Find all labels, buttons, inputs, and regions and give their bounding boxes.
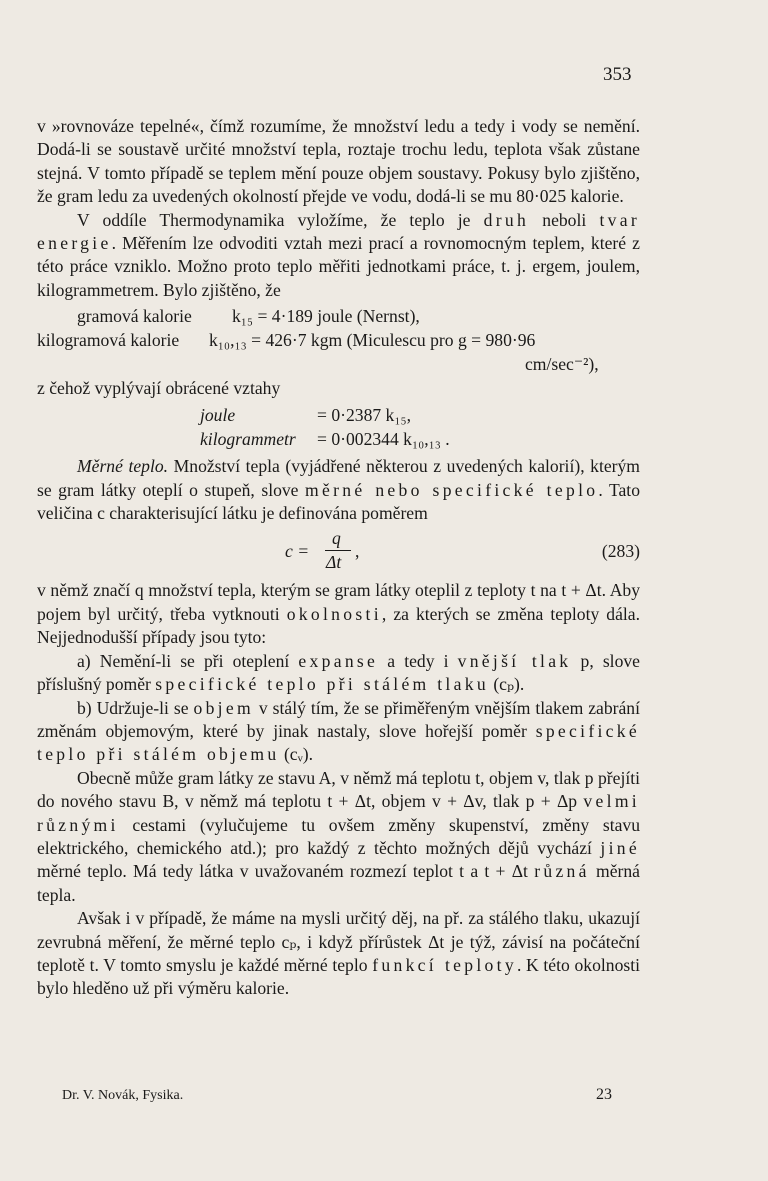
text: (cᵥ). <box>283 744 314 765</box>
text: V oddíle Thermodynamika vyložíme, že teplo je <box>77 209 471 230</box>
formula-numerator: q <box>332 528 341 549</box>
spaced-term: funkcí teploty <box>372 954 517 975</box>
paragraph-merne-teplo <box>37 455 640 525</box>
paragraph-avsak <box>37 907 640 1001</box>
text: . K této okolnosti bylo hleděno už při výměru kalorie. <box>37 954 640 999</box>
paragraph-case-a <box>37 650 640 697</box>
equation-value: k₁₅ = 4·189 joule (Nernst), <box>232 306 420 327</box>
spaced-term: velmi různými <box>37 791 640 835</box>
text: Avšak i v případě, že máme na mysli určitý děj, na př. za stálého tlaku, ukazují zevrubná měření, že měrné teplo cₚ, i když přírůstek Δt je týž, závisí na počáteční teplotě t. V tomto smyslu je každé měrné teplo <box>37 908 640 975</box>
equation-kilo-unit <box>37 353 640 377</box>
formula-denominator: Δt <box>326 552 342 573</box>
text: v němž značí q množství tepla, kterým se gram látky oteplil z teploty t na t + Δt. Aby pojem byl určitý, třeba vytknouti <box>37 580 640 624</box>
formula-lhs: c = <box>285 541 310 562</box>
text: v stálý tím, že se přiměřeným vnějším tlakem zabrání změnám objemovým, které by jinak nastaly, slove hořejší poměr <box>37 697 640 741</box>
reverse-intro <box>37 377 640 401</box>
page-footer <box>62 1086 612 1104</box>
formula-comma: , <box>355 541 360 562</box>
text: cestami (vylučujeme tu ovšem změny skupenství, změny stavu elektrického, chemického atd.); pro každý z těchto možných dějů vychází <box>37 814 640 858</box>
text: . Měřením lze odvoditi vztah mezi prací a rovnomocným teplem, které z této práce vzniklo. Možno proto teplo měřiti jednotkami práce, t. j. ergem, joulem, kilogrammetrem. Bylo zjištěno, že <box>37 233 640 300</box>
formula-283 <box>37 525 640 579</box>
spaced-term: specifické teplo při stálém objemu <box>37 720 640 765</box>
equation-unit: cm/sec⁻²), <box>525 354 599 375</box>
text: . Tato veličina c charakterisující látku je definována poměrem <box>37 479 640 524</box>
paragraph-intro: v »rovnováze tepelné«, čímž rozumíme, že množství ledu a tedy i vody se nemění. Dodá-li se soustavě určité množství tepla, roztaje trochu ledu, teplota však zůstane stejná. V tomto případě se teplem mění pouze objem soustavy. Pokusy bylo zjištěno, že gram ledu za uvedených okolností přejde ve vodu, dodá-li se mu 80·025 kalorie. <box>37 116 640 207</box>
spaced-term: tvar energie <box>37 209 640 254</box>
text: neboli <box>542 209 587 230</box>
spaced-term: objem <box>193 697 254 718</box>
spaced-term: různá <box>534 861 590 882</box>
equation-joule <box>37 404 640 428</box>
paragraph-obecne <box>37 767 640 907</box>
spaced-term: druh <box>483 209 530 230</box>
equation-rhs: = 0·002344 k₁₀,₁₃ . <box>317 429 450 450</box>
equation-lhs: kilogrammetr <box>200 429 296 450</box>
text: měrné teplo. Má tedy látka v uvažovaném rozmezí teplot t a t + Δt <box>37 861 528 882</box>
text: Obecně může gram látky ze stavu A, v němž má teplotu t, objem v, tlak p přejíti do nového stavu B, v němž má teplotu t + Δt, objem v + Δv, tlak p + Δp <box>37 767 640 812</box>
equation-value: k₁₀,₁₃ = 426·7 kgm (Miculescu pro g = 980·96 <box>209 330 536 351</box>
spaced-term: měrné nebo specifické teplo <box>305 479 599 500</box>
equation-label: gramová kalorie <box>77 306 192 327</box>
equation-lhs: joule <box>200 405 236 426</box>
paragraph-case-b <box>37 697 640 767</box>
equation-kilo <box>37 329 640 353</box>
text: a tedy i <box>387 650 449 671</box>
page-body <box>37 115 640 1001</box>
paragraph-q <box>37 579 640 649</box>
equation-kgm <box>37 428 640 452</box>
equation-number: (283) <box>601 541 640 562</box>
text: (cₚ). <box>493 674 525 695</box>
spaced-term: okolnosti <box>286 603 382 624</box>
spaced-term: jiné <box>600 837 640 858</box>
spaced-term: expanse <box>298 650 379 671</box>
spaced-term: specifické teplo při stálém tlaku <box>155 674 489 695</box>
text: z čehož vyplývají obrácené vztahy <box>37 378 281 399</box>
text: Množství tepla (vyjádřené některou z uvedených kalorií), kterým se gram látky oteplí o stupeň, slove <box>37 456 640 500</box>
text: měrná tepla. <box>37 861 640 905</box>
spaced-term: vnější tlak <box>457 650 572 671</box>
text: , za kterých se změna teploty dála. Nejjednodušší případy jsou tyto: <box>37 603 640 648</box>
footer-author: Dr. V. Novák, Fysika. <box>62 1088 184 1103</box>
signature-mark: 23 <box>596 1086 612 1103</box>
text: a) Nemění-li se při oteplení <box>77 650 290 671</box>
page-number: 353 <box>603 64 632 85</box>
equation-rhs: = 0·2387 k₁₅, <box>317 405 412 426</box>
text: p, slove příslušný poměr <box>37 650 640 695</box>
section-heading: Měrné teplo. <box>77 456 169 477</box>
paragraph-thermodynamika <box>37 209 640 303</box>
equation-label: kilogramová kalorie <box>37 330 180 351</box>
equation-gram <box>37 305 640 329</box>
text: b) Udržuje-li se <box>77 697 189 718</box>
